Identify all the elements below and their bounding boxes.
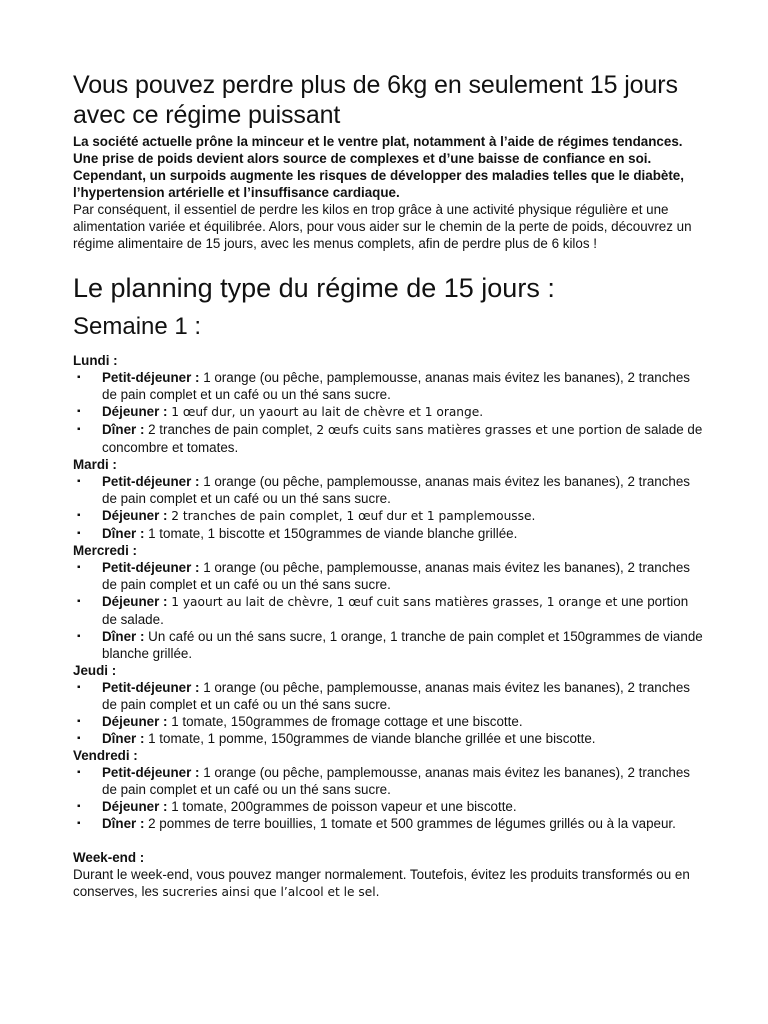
meal-text-alt: 2 tranches de pain complet, 1 œuf dur et 1 pamplemousse. xyxy=(171,509,536,523)
meal-item xyxy=(73,713,703,730)
meal-item xyxy=(73,730,703,747)
day-block xyxy=(73,352,703,456)
bullet-icon: ▪ xyxy=(77,562,81,573)
meal-list xyxy=(73,369,703,456)
meal-text: 2 pommes de terre bouillies, 1 tomate et 500 grammes de légumes grillés ou à la vapeur. xyxy=(144,816,676,831)
meal-text: 1 orange (ou pêche, pamplemousse, ananas mais évitez les bananes), 2 tranches de pain complet et un café ou un thé sans sucre. xyxy=(102,680,691,712)
meal-label: Dîner : xyxy=(102,731,145,746)
meal-item xyxy=(73,798,703,815)
meal-item xyxy=(73,403,703,421)
meal-text-tail: de salade de concombre et tomates. xyxy=(102,422,703,455)
meal-label: Dîner : xyxy=(102,526,145,541)
meal-text: 1 orange (ou pêche, pamplemousse, ananas mais évitez les bananes), 2 tranches de pain complet et un café ou un thé sans sucre. xyxy=(102,370,691,402)
meal-label: Petit-déjeuner : xyxy=(102,765,200,780)
meal-item xyxy=(73,815,703,832)
meal-item xyxy=(73,369,703,403)
section-title: Le planning type du régime de 15 jours : xyxy=(73,273,555,303)
meal-label: Dîner : xyxy=(102,816,145,831)
day-label: Mardi : xyxy=(73,457,117,472)
bullet-icon: ▪ xyxy=(77,682,81,693)
day-label: Mercredi : xyxy=(73,543,137,558)
meal-list xyxy=(73,473,703,542)
meal-item xyxy=(73,473,703,507)
meal-text-alt: 1 œuf dur, un yaourt au lait de chèvre et 1 orange. xyxy=(171,405,484,419)
meal-text: 1 orange (ou pêche, pamplemousse, ananas mais évitez les bananes), 2 tranches de pain complet et un café ou un thé sans sucre. xyxy=(102,560,691,592)
bullet-icon: ▪ xyxy=(77,406,81,417)
bullet-icon: ▪ xyxy=(77,596,81,607)
meal-label: Déjeuner : xyxy=(102,714,168,729)
bullet-icon: ▪ xyxy=(77,510,81,521)
bullet-icon: ▪ xyxy=(77,528,81,539)
meal-text: 2 tranches de pain complet, xyxy=(144,422,317,437)
day-label: Jeudi : xyxy=(73,663,117,678)
meal-text: 1 tomate, 1 pomme, 150grammes de viande blanche grillée et une biscotte. xyxy=(144,731,596,746)
meal-label: Déjeuner : xyxy=(102,404,168,419)
meal-text: 1 orange (ou pêche, pamplemousse, ananas mais évitez les bananes), 2 tranches de pain complet et un café ou un thé sans sucre. xyxy=(102,474,691,506)
day-block xyxy=(73,747,703,832)
bullet-icon: ▪ xyxy=(77,767,81,778)
meal-item xyxy=(73,628,703,662)
bullet-icon: ▪ xyxy=(77,716,81,727)
meal-label: Petit-déjeuner : xyxy=(102,560,200,575)
meal-item xyxy=(73,559,703,593)
meal-text: 1 orange (ou pêche, pamplemousse, ananas mais évitez les bananes), 2 tranches de pain complet et un café ou un thé sans sucre. xyxy=(102,765,691,797)
page-title: Vous pouvez perdre plus de 6kg en seulement 15 jours avec ce régime puissant xyxy=(73,71,678,129)
meal-label: Déjeuner : xyxy=(102,594,168,609)
week-title: Semaine 1 : xyxy=(73,313,202,340)
meal-label: Petit-déjeuner : xyxy=(102,370,200,385)
weekend-label: Week-end : xyxy=(73,850,145,865)
meal-text-alt: 1 yaourt au lait de chèvre, 1 œuf cuit sans matières grasses, 1 orange et xyxy=(171,595,618,609)
meal-label: Déjeuner : xyxy=(102,799,168,814)
bullet-icon: ▪ xyxy=(77,476,81,487)
bullet-icon: ▪ xyxy=(77,733,81,744)
meal-label: Dîner : xyxy=(102,629,145,644)
weekend-text-alt: sucreries ainsi que l’alcool et le sel. xyxy=(162,885,380,899)
meal-text: 1 tomate, 1 biscotte et 150grammes de viande blanche grillée. xyxy=(144,526,518,541)
meal-item xyxy=(73,525,703,542)
weekend-paragraph xyxy=(73,866,703,901)
meal-label: Petit-déjeuner : xyxy=(102,680,200,695)
day-block xyxy=(73,662,703,747)
weekend-text: Durant le week-end, vous pouvez manger normalement. Toutefois, évitez les produits transformés ou en conserves, les xyxy=(73,867,690,899)
meal-item xyxy=(73,593,703,628)
intro-bold-paragraph: La société actuelle prône la minceur et le ventre plat, notamment à l’aide de régimes tendances. Une prise de poids devient alors source de complexes et d’une baisse de confiance en soi. Cependant, un surpoids augmente les risques de développer des maladies telles que le diabète, l’hypertension artérielle et l’insuffisance cardiaque. xyxy=(73,134,684,200)
meal-item xyxy=(73,507,703,525)
bullet-icon: ▪ xyxy=(77,818,81,829)
bullet-icon: ▪ xyxy=(77,424,81,435)
meal-item xyxy=(73,421,703,456)
meal-text: Un café ou un thé sans sucre, 1 orange, 1 tranche de pain complet et 150grammes de viande blanche grillée. xyxy=(102,629,703,661)
meal-text: 1 tomate, 200grammes de poisson vapeur et une biscotte. xyxy=(167,799,517,814)
meal-label: Dîner : xyxy=(102,422,145,437)
bullet-icon: ▪ xyxy=(77,372,81,383)
meal-list xyxy=(73,764,703,832)
day-block xyxy=(73,456,703,542)
meal-text: 1 tomate, 150grammes de fromage cottage et une biscotte. xyxy=(167,714,523,729)
meal-text-tail: une portion de salade. xyxy=(102,594,689,627)
meal-list xyxy=(73,679,703,747)
meal-label: Déjeuner : xyxy=(102,508,168,523)
bullet-icon: ▪ xyxy=(77,801,81,812)
meal-list xyxy=(73,559,703,662)
document-content xyxy=(73,70,703,901)
meal-text-alt: 2 œufs cuits sans matières grasses et une portion xyxy=(316,423,622,437)
day-label: Lundi : xyxy=(73,353,118,368)
meal-label: Petit-déjeuner : xyxy=(102,474,200,489)
meal-item xyxy=(73,679,703,713)
intro-paragraph: Par conséquent, il essentiel de perdre les kilos en trop grâce à une activité physique régulière et une alimentation variée et équilibrée. Alors, pour vous aider sur le chemin de la perte de poids, découvrez un régime alimentaire de 15 jours, avec les menus complets, afin de perdre plus de 6 kilos ! xyxy=(73,202,692,251)
day-label: Vendredi : xyxy=(73,748,138,763)
meal-item xyxy=(73,764,703,798)
day-block xyxy=(73,542,703,662)
bullet-icon: ▪ xyxy=(77,631,81,642)
